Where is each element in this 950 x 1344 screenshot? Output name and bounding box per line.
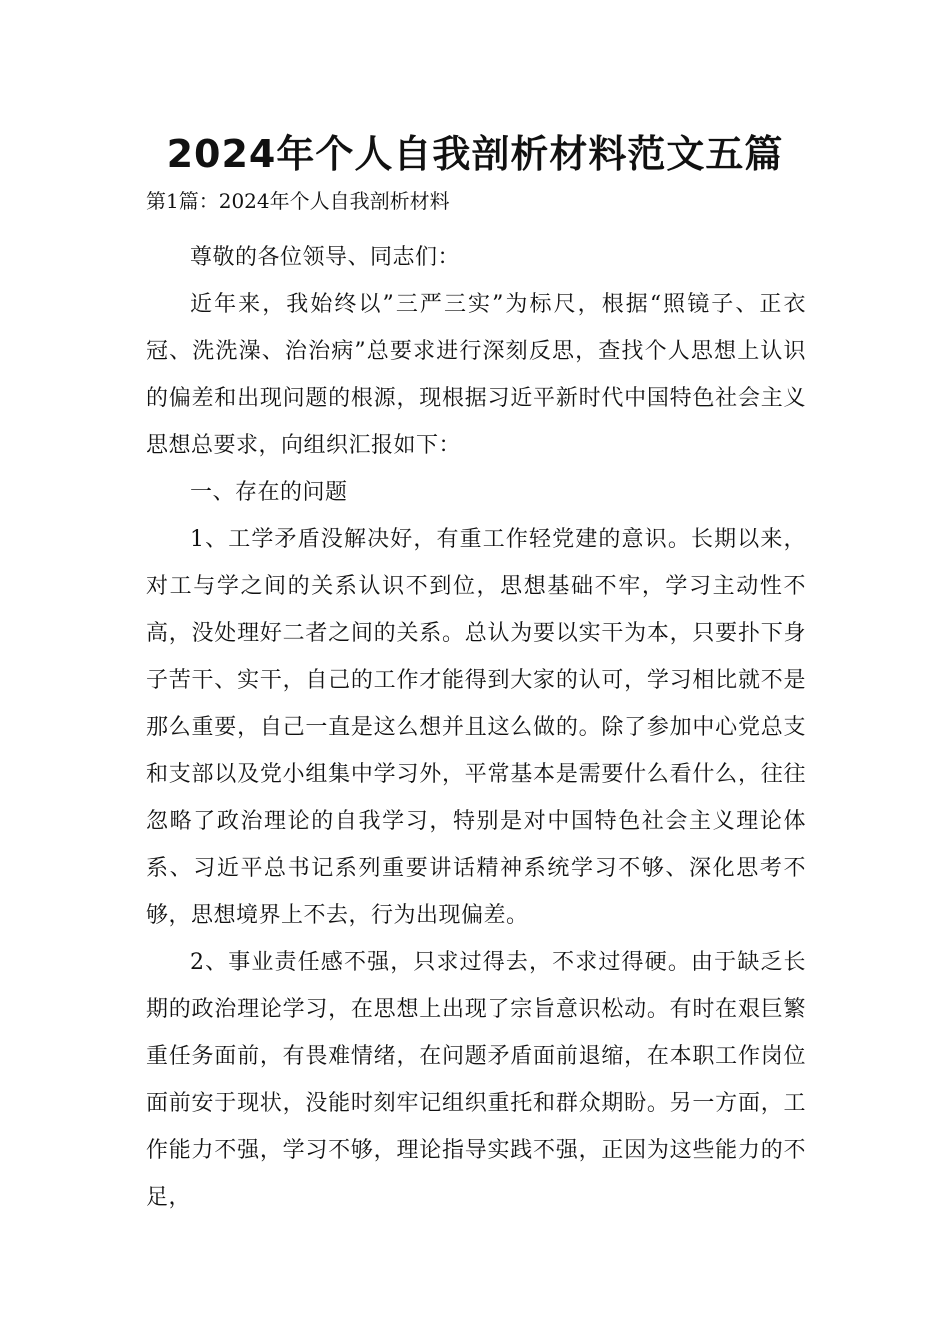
document-title: 2024年个人自我剖析材料范文五篇 [166,132,784,176]
document-subtitle: 第1篇：2024年个人自我剖析材料 [146,189,450,213]
issue-paragraph-2: 2、事业责任感不强，只求过得去，不求过得硬。由于缺乏长期的政治理论学习，在思想上出现了宗旨意识松动。有时在艰巨繁重任务面前，有畏难情绪，在问题矛盾面前退缩，在本职工作岗位面前安于现状，没能时刻牢记组织重托和群众期盼。另一方面，工作能力不强，学习不够，理论指导实践不强，正因为这些能力的不足， [146,950,806,1210]
intro-paragraph: 近年来，我始终以”三严三实”为标尺，根据“照镜子、正衣冠、洗洗澡、治治病”总要求进行深刻反思，查找个人思想上认识的偏差和出现问题的根源，现根据习近平新时代中国特色社会主义思想总要求，向组织汇报如下： [146,292,806,458]
section-heading: 一、存在的问题 [190,480,348,505]
salutation-paragraph: 尊敬的各位领导、同志们： [190,245,461,270]
document-body [146,234,806,1221]
issue-paragraph-1: 1、工学矛盾没解决好，有重工作轻党建的意识。长期以来，对工与学之间的关系认识不到位，思想基础不牢，学习主动性不高，没处理好二者之间的关系。总认为要以实干为本，只要扑下身子苦干、实干，自己的工作才能得到大家的认可，学习相比就不是那么重要，自己一直是这么想并且这么做的。除了参加中心党总支和支部以及党小组集中学习外，平常基本是需要什么看什么，往往忽略了政治理论的自我学习，特别是对中国特色社会主义理论体系、习近平总书记系列重要讲话精神系统学习不够、深化思考不够，思想境界上不去，行为出现偏差。 [146,527,806,928]
